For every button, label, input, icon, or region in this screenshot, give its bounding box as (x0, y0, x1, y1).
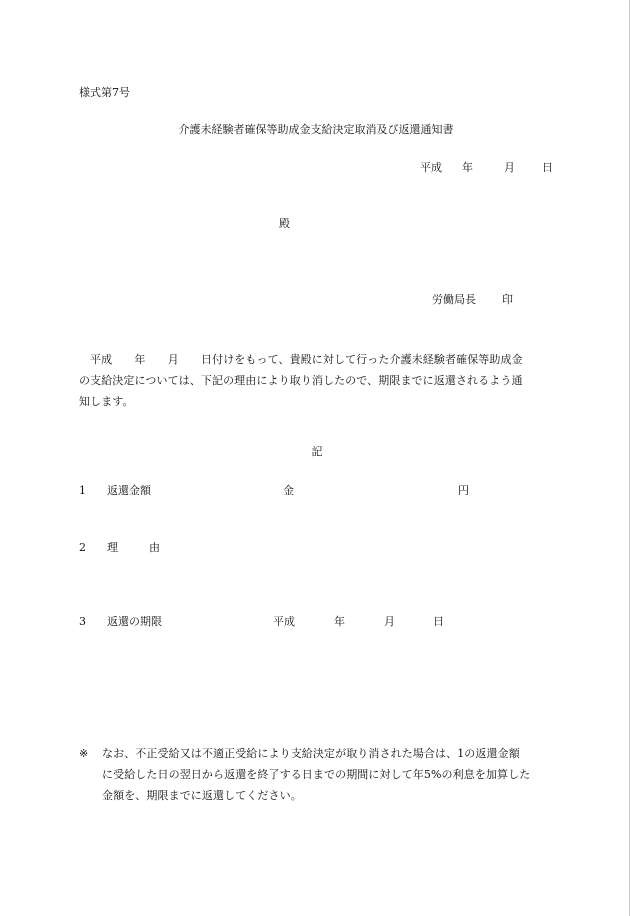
notice-body-line: 知します。 (79, 395, 134, 408)
form-number: 様式第7号 (79, 86, 130, 99)
item-number: 1 (79, 484, 86, 497)
issue-date-day: 日 (542, 161, 553, 174)
issue-date-month: 月 (504, 161, 515, 174)
note (79, 743, 559, 806)
addressee-suffix: 殿 (279, 217, 290, 230)
deadline-month: 月 (384, 615, 395, 628)
item-label: 返還金額 (107, 484, 151, 497)
yen-label: 円 (458, 484, 469, 497)
document-title: 介護未経験者確保等助成金支給決定取消及び返還通知書 (178, 123, 454, 136)
note-mark: ※ (79, 747, 89, 760)
issue-date-era: 平成 (420, 161, 442, 174)
issue-date (420, 162, 553, 173)
note-line: に受給した日の翌日から返還を終了する日までの期間に対して年5%の利息を加算した (102, 768, 531, 781)
notice-body-line: 平成 年 月 日付けをもって、貴殿に対して行った介護未経験者確保等助成金 (90, 353, 523, 366)
item-number: 2 (79, 541, 86, 554)
item-number: 3 (79, 615, 86, 628)
seal-mark: 印 (502, 293, 513, 306)
notice-body (79, 349, 559, 412)
item-return-amount (79, 485, 469, 496)
issue-date-year: 年 (462, 161, 473, 174)
sender (432, 294, 513, 305)
notice-body-line: の支給決定については、下記の理由により取り消したので、期限までに返還されるよう通 (79, 374, 523, 387)
item-return-deadline (79, 616, 444, 627)
deadline-year: 年 (334, 615, 345, 628)
item-label-part: 由 (149, 541, 160, 554)
deadline-era: 平成 (273, 615, 295, 628)
ki-heading: 記 (311, 445, 323, 458)
item-reason (79, 542, 160, 553)
note-text (79, 743, 559, 806)
item-label: 返還の期限 (107, 615, 162, 628)
note-line: 金額を、期限までに返還してください。 (102, 789, 302, 802)
deadline-day: 日 (433, 615, 444, 628)
note-line: なお、不正受給又は不適正受給により支給決定が取り消された場合は、1の返還金額 (102, 747, 520, 760)
item-label-part: 理 (107, 541, 118, 554)
sender-name: 労働局長 (432, 293, 476, 306)
kin-label: 金 (283, 484, 294, 497)
